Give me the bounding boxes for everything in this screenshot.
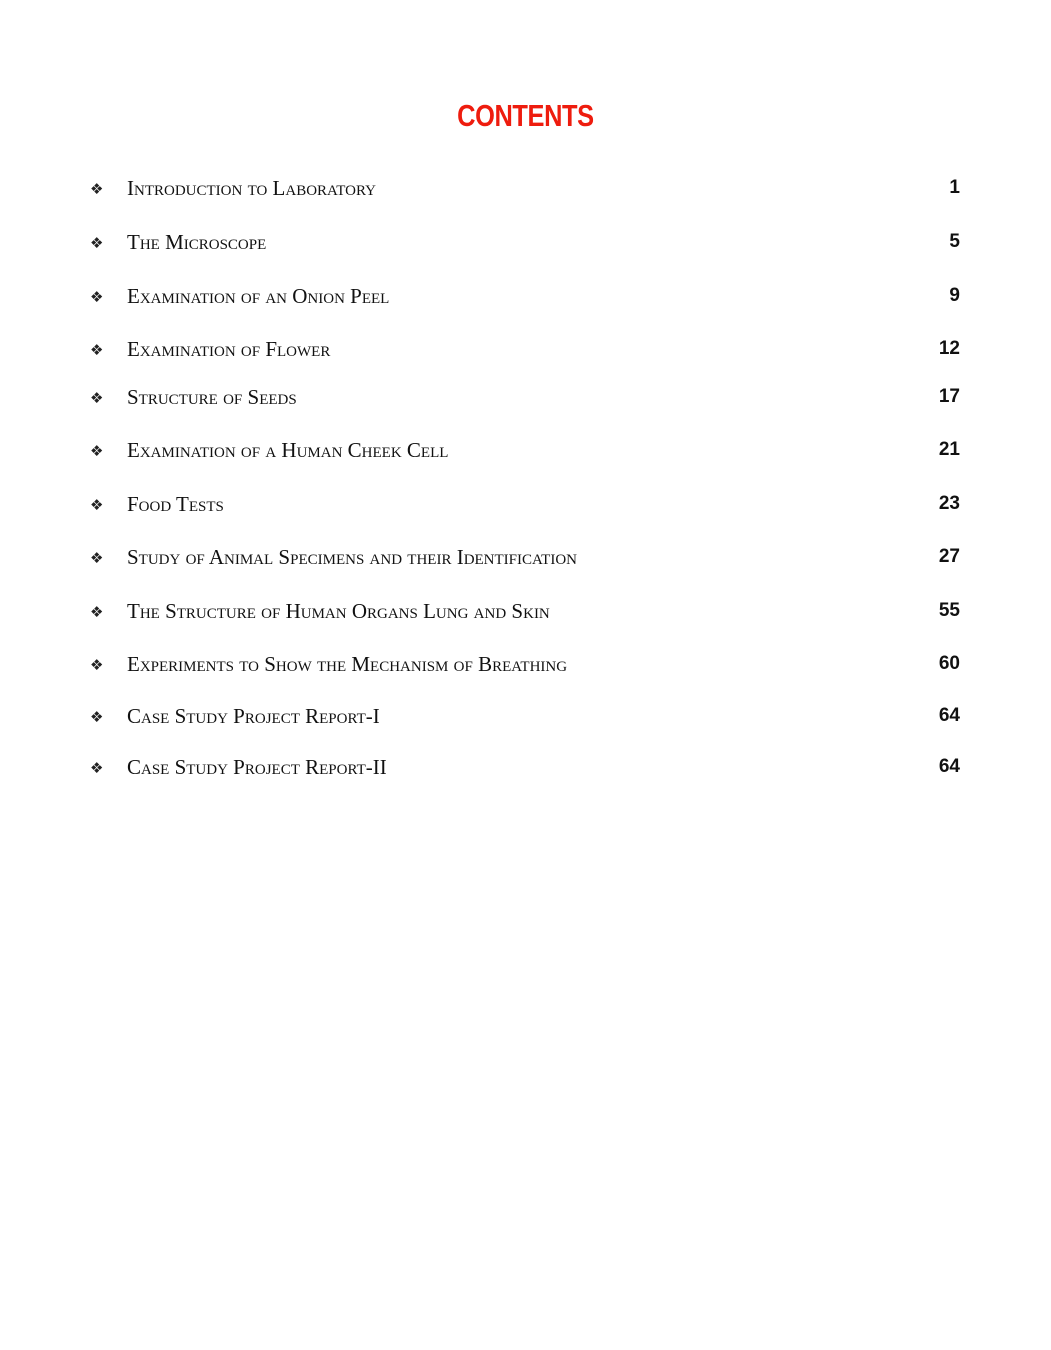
toc-entry[interactable] bbox=[0, 492, 1051, 522]
diamond-bullet-icon: ❖ bbox=[90, 442, 104, 460]
toc-entry-title: The Microscope bbox=[127, 230, 267, 254]
diamond-bullet-icon: ❖ bbox=[90, 549, 104, 567]
toc-entry-title: The Structure of Human Organs Lung and Skin bbox=[127, 599, 550, 623]
toc-entry-page-number: 27 bbox=[938, 546, 960, 567]
diamond-bullet-icon: ❖ bbox=[90, 180, 104, 198]
toc-entry-page-number: 9 bbox=[949, 285, 960, 306]
toc-entry[interactable] bbox=[0, 176, 1051, 206]
diamond-bullet-icon: ❖ bbox=[90, 603, 104, 621]
toc-entry[interactable] bbox=[0, 755, 1051, 785]
toc-entry-page-number: 17 bbox=[938, 386, 960, 407]
toc-entry[interactable] bbox=[0, 438, 1051, 468]
toc-entry-title: Structure of Seeds bbox=[127, 385, 297, 409]
toc-entry-page-number: 64 bbox=[938, 705, 960, 726]
diamond-bullet-icon: ❖ bbox=[90, 656, 104, 674]
diamond-bullet-icon: ❖ bbox=[90, 496, 104, 514]
diamond-bullet-icon: ❖ bbox=[90, 288, 104, 306]
diamond-bullet-icon: ❖ bbox=[90, 341, 104, 359]
toc-entry-title: Examination of a Human Cheek Cell bbox=[127, 438, 449, 462]
toc-entry[interactable] bbox=[0, 599, 1051, 629]
toc-entry[interactable] bbox=[0, 652, 1051, 682]
toc-entry-page-number: 5 bbox=[949, 231, 960, 252]
toc-entry[interactable] bbox=[0, 337, 1051, 367]
toc-entry-title: Study of Animal Specimens and their Identification bbox=[127, 545, 578, 569]
diamond-bullet-icon: ❖ bbox=[90, 389, 104, 407]
toc-entry[interactable] bbox=[0, 230, 1051, 260]
toc-entry-title: Experiments to Show the Mechanism of Breathing bbox=[127, 652, 568, 676]
toc-entry-title: Case Study Project Report-II bbox=[127, 755, 387, 779]
toc-entry-title: Food Tests bbox=[127, 492, 224, 516]
toc-entry-page-number: 60 bbox=[938, 653, 960, 674]
toc-entry-page-number: 12 bbox=[938, 338, 960, 359]
toc-entry-title: Examination of an Onion Peel bbox=[127, 284, 390, 308]
diamond-bullet-icon: ❖ bbox=[90, 708, 104, 726]
toc-entry-page-number: 55 bbox=[938, 600, 960, 621]
toc-entry-page-number: 23 bbox=[938, 493, 960, 514]
toc-entry-page-number: 1 bbox=[949, 177, 960, 198]
diamond-bullet-icon: ❖ bbox=[90, 234, 104, 252]
toc-entry[interactable] bbox=[0, 385, 1051, 415]
toc-entry-title: Examination of Flower bbox=[127, 337, 331, 361]
toc-entry[interactable] bbox=[0, 704, 1051, 734]
toc-entry[interactable] bbox=[0, 545, 1051, 575]
page-title: CONTENTS bbox=[457, 98, 594, 133]
toc-entry-page-number: 64 bbox=[938, 756, 960, 777]
toc-entry-title: Case Study Project Report-I bbox=[127, 704, 380, 728]
diamond-bullet-icon: ❖ bbox=[90, 759, 104, 777]
toc-entry-title: Introduction to Laboratory bbox=[127, 176, 376, 200]
toc-entry-page-number: 21 bbox=[938, 439, 960, 460]
toc-entry[interactable] bbox=[0, 284, 1051, 314]
